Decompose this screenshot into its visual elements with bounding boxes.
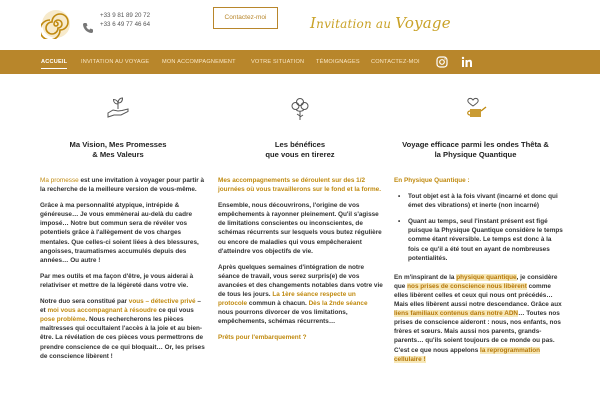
col2-p4: Prêts pour l'embarquement ? (218, 334, 307, 342)
promise-link[interactable]: Ma promesse (40, 177, 79, 184)
col3-p2-d: nos prises de conscience nous libèrent (407, 282, 527, 290)
col1-p4-d: moi vous accompagnant à résoudre (47, 307, 157, 315)
brand-last: Voyage (395, 14, 451, 32)
col3-p2-g: … Toutes nos prises de conscience aideront : nous, nos enfants, nos frères et sœurs. Mais aussi nos parents, grands-parents… qu'ils soient toujours de ce monde ou pas. C'est ce que nous appelons (394, 310, 561, 354)
nav-item-accueil[interactable]: ACCUEIL (41, 50, 67, 74)
linkedin-icon[interactable] (461, 56, 473, 68)
phone-number-1[interactable]: +33 9 81 89 20 72 (100, 12, 151, 19)
col-title-vision (38, 140, 198, 160)
phone-icon (82, 22, 94, 34)
col3-bullet-2-text: Quant au temps, seul l'instant présent est figé puisque la Physique Quantique considère le temps comme étant réversible. Le temps est donc à la fois ce qu'il a été tout en ayant de nombreuses potentialités. (408, 218, 563, 262)
brand-logo[interactable] (310, 13, 451, 33)
col1-p4-c: – et (40, 298, 201, 315)
col3-p2-e: comme elles libèrent celles et ceux qui nous ont précédés… Mais elles libèrent aussi notre descendance. Grâce aux (394, 282, 562, 309)
col2-title-line2: que vous en tirerez (265, 149, 335, 159)
col2-p3-a: Après quelques semaines d'intégration de notre séance de travail, vous serez surpris(e) de vos avancées et des changements notables dans votre vie de tous les jours. (218, 263, 383, 299)
col3-p2-f: liens familiaux contenus dans notre ADN (394, 310, 519, 318)
col1-p3: Par mes outils et ma façon d'être, je vous aiderai à relativiser et mettre de la légèreté dans votre vie. (40, 272, 194, 289)
col-title-physique (388, 140, 563, 160)
col3-bullet-2 (394, 217, 564, 262)
col3-title-line2: la Physique Quantique (434, 149, 517, 159)
bullet-icon: • (398, 218, 401, 226)
col1-title-line1: Ma Vision, Mes Promesses (69, 140, 167, 149)
nav-item-contact[interactable]: CONTACTEZ-MOI (371, 59, 420, 65)
col2-p1: Mes accompagnements se déroulent sur des 1/2 journées où vous travaillerons sur le fond et la forme. (218, 177, 382, 194)
phone-number-2[interactable]: +33 6 49 77 46 64 (100, 20, 151, 28)
col3-body (394, 176, 564, 371)
col2-p3-e: nous pourrons divorcer de vos limitations, empêchements, schémas récurrents… (218, 309, 348, 326)
col-benefices (220, 95, 380, 160)
col2-p3-b: La 1ère séance respecte un protocole (218, 291, 356, 308)
col3-subtitle: En Physique Quantique : (394, 177, 470, 184)
col3-p2-a: En m'inspirant de la (394, 273, 457, 281)
col3-bullet-1 (394, 192, 564, 210)
brand-initial: I (310, 14, 317, 32)
col1-p2: Grâce à ma personnalité atypique, intrépide & généreuse… Je vous emmènerai au-delà du cadre imposé… Notre but commun sera de révéler vos potentiels grâce à l'allègement de vos charges mentales. Que celles-ci soient liées à des blessures, angoisses, traumatismes accumulés depuis des années… Ou autre ! (40, 202, 199, 264)
col3-bullet-1-text: Tout objet est à la fois vivant (incarné et donc qui émet des vibrations) et inerte (non incarné) (408, 193, 558, 210)
col3-p2-c: , je considère que (394, 273, 558, 290)
col-title-benefices (220, 140, 380, 160)
bullet-icon: • (398, 193, 401, 201)
col1-p4-b: vous – détective privé (128, 298, 196, 306)
col1-p4-e: ce qui vous (156, 307, 194, 315)
col3-p2-b: physique quantique (456, 273, 517, 281)
col-physique (396, 95, 556, 160)
col2-p2: Ensemble, nous découvrirons, l'origine de vos empêchements à rayonner pleinement. Qu'il s'agisse de limitations conscientes ou inconscientes, de schémas récurrents sur lesquels vous butez régulière ou encore de maladies qui vous empêcheraient d'atteindre vos objectifs de vie. (218, 202, 382, 255)
nav-item-accompagnement[interactable]: MON ACCOMPAGNEMENT (162, 59, 236, 65)
nav-item-temoignages[interactable]: TÉMOIGNAGES (316, 59, 360, 65)
plant-hand-icon (105, 95, 131, 121)
col1-p4-f: pose problème (40, 316, 86, 324)
col1-p1-text: est une invitation à voyager pour partir à la recherche de la meilleure version de vous-même. (40, 177, 205, 194)
instagram-icon[interactable] (436, 56, 448, 68)
heart-watering-can-icon (463, 95, 489, 121)
spiral-logo-icon[interactable] (41, 9, 71, 39)
brand-middle: nvitation au (316, 17, 396, 31)
col1-title-line2: & Mes Valeurs (92, 149, 144, 159)
col3-title-line1: Voyage efficace parmi les ondes Thêta & (402, 140, 549, 149)
nav-item-situation[interactable]: VOTRE SITUATION (251, 59, 305, 65)
col2-p3-c: commun à chacun. (247, 300, 309, 308)
top-header (0, 0, 600, 50)
contact-button[interactable]: Contactez-moi (213, 7, 278, 29)
col1-p4-a: Notre duo sera constitué par (40, 298, 129, 306)
col-vision (38, 95, 198, 160)
col1-body (40, 176, 205, 368)
col2-p3-d: Dès la 2nde séance (308, 300, 368, 308)
nav-item-invitation[interactable]: INVITATION AU VOYAGE (81, 59, 150, 65)
cotton-flower-icon (287, 95, 313, 121)
col3-p2-h: la reprogrammation cellulaire ! (394, 346, 541, 363)
col2-title-line1: Les bénéfices (274, 140, 326, 149)
col1-p4-g: . Nous rechercherons les pièces maîtresses qui occultaient l'accès à la joie et au bien-être. La révélation de ces pièces vous permettrons de prendre conscience de ce qui bloquait… Or, les prises de conscience libèrent ! (40, 316, 205, 360)
col2-body (218, 176, 383, 350)
main-nav (0, 50, 600, 74)
